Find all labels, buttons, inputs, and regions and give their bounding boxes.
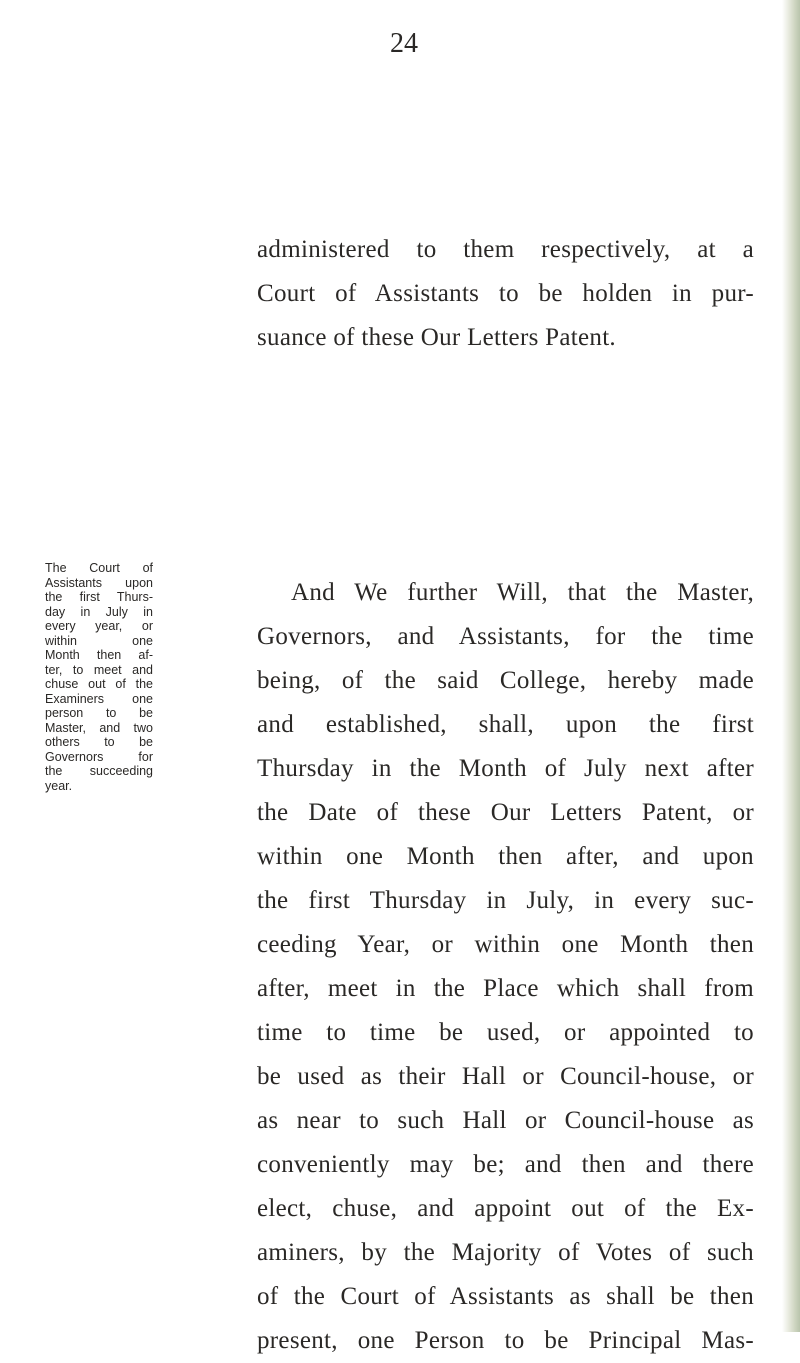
text-line: suance of these Our Letters Patent. (257, 324, 616, 351)
marginal-note-line: within one (45, 633, 153, 648)
text-line: be used as their Hall or Council-house, or (257, 1063, 754, 1090)
marginal-note-line: chuse out of the (45, 677, 153, 691)
text-line: Governors, and Assistants, for the time (257, 623, 754, 650)
text-line: as near to such Hall or Council-house as (257, 1107, 754, 1134)
page-edge-shadow (782, 0, 800, 1332)
text-line: the first Thursday in July, in every suc- (257, 887, 754, 914)
text-line: elect, chuse, and appoint out of the Ex- (257, 1195, 754, 1222)
marginal-note-line: the first Thurs- (45, 590, 153, 604)
marginal-note-line: day in July in (45, 604, 153, 619)
marginal-note-line: every year, or (45, 619, 153, 633)
text-line: present, one Person to be Principal Mas- (257, 1327, 754, 1354)
marginal-note-line: Master, and two (45, 720, 153, 735)
text-line: conveniently may be; and then and there (257, 1151, 754, 1178)
marginal-note-line: the succeeding (45, 764, 153, 778)
marginal-note-line: person to be (45, 706, 153, 720)
marginal-note-line: others to be (45, 735, 153, 749)
paragraph-continuation (257, 228, 754, 360)
marginal-note-line: The Court of (45, 561, 153, 575)
text-line: administered to them respectively, at a (257, 236, 754, 263)
text-line: within one Month then after, and upon (257, 843, 754, 870)
marginal-note-line: year. (45, 778, 73, 793)
text-line: and established, shall, upon the first (257, 711, 754, 738)
marginal-note (45, 561, 153, 793)
text-line: the Date of these Our Letters Patent, or (257, 799, 754, 826)
text-line: aminers, by the Majority of Votes of such (257, 1239, 754, 1266)
text-line: And We further Will, that the Master, (291, 579, 754, 606)
text-line: of the Court of Assistants as shall be then (257, 1283, 754, 1310)
text-line: ceeding Year, or within one Month then (257, 931, 754, 958)
page-number: 24 (390, 28, 418, 59)
paragraph-election-of-master (257, 571, 754, 1363)
text-line: Court of Assistants to be holden in pur- (257, 280, 754, 307)
text-line: after, meet in the Place which shall from (257, 975, 754, 1002)
marginal-note-line: Assistants upon (45, 575, 153, 590)
text-line: being, of the said College, hereby made (257, 667, 754, 694)
text-line: Thursday in the Month of July next after (257, 755, 754, 782)
marginal-note-line: ter, to meet and (45, 662, 153, 677)
marginal-note-line: Governors for (45, 749, 153, 764)
text-line: time to time be used, or appointed to (257, 1019, 754, 1046)
marginal-note-line: Month then af- (45, 648, 153, 662)
marginal-note-line: Examiners one (45, 691, 153, 706)
